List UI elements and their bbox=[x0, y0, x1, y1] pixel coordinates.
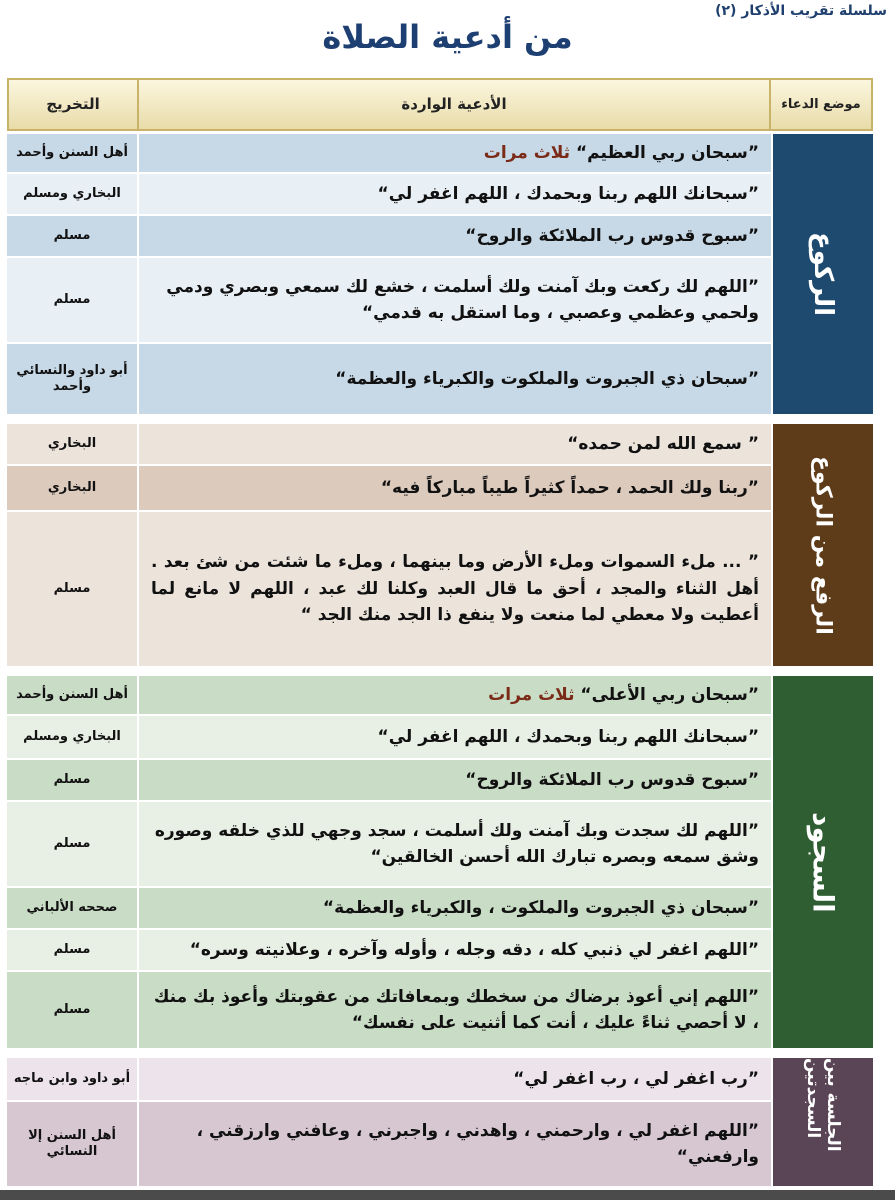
position-label: الرفع من الركوع bbox=[810, 455, 836, 635]
position-label-cell bbox=[773, 134, 873, 414]
reference-cell: أهل السنن وأحمد bbox=[7, 134, 137, 172]
supplication-cell: ” ... ملء السموات وملء الأرض وما بينهما ، وملء ما شئت من شئ بعد . أهل الثناء والمجد ، أحق ما قال العبد وكلنا لك عبد ، اللهم لا مانع لما أعطيت ولا معطي لما منعت ولا ينفع ذا الجد منك الجد “ bbox=[139, 512, 771, 666]
reference-cell: مسلم bbox=[7, 930, 137, 970]
table-row bbox=[7, 1058, 873, 1100]
supplication-text: ”سبحان ربي العظيم“ bbox=[576, 142, 759, 163]
reference-cell: أبو داود والنسائي وأحمد bbox=[7, 344, 137, 414]
reference-cell: مسلم bbox=[7, 972, 137, 1048]
supplication-cell: ”سبحانك اللهم ربنا وبحمدك ، اللهم اغفر لي“ bbox=[139, 716, 771, 758]
reference-cell: مسلم bbox=[7, 216, 137, 256]
table-row bbox=[7, 930, 873, 970]
table-row bbox=[7, 134, 873, 172]
supplication-cell bbox=[139, 676, 771, 714]
reference-cell: أبو داود وابن ماجه bbox=[7, 1058, 137, 1100]
table-row bbox=[7, 972, 873, 1048]
position-label-cell bbox=[773, 424, 873, 666]
column-header-supplications: الأدعية الواردة bbox=[139, 80, 771, 129]
table-row bbox=[7, 344, 873, 414]
reference-cell: مسلم bbox=[7, 258, 137, 342]
table-row bbox=[7, 216, 873, 256]
repeat-count: ثلاث مرات bbox=[488, 684, 575, 705]
supplication-cell: ”اللهم لك سجدت وبك آمنت ولك أسلمت ، سجد وجهي للذي خلقه وصوره وشق سمعه وبصره تبارك الله أحسن الخالقين“ bbox=[139, 802, 771, 886]
position-label-cell bbox=[773, 676, 873, 1048]
supplication-cell bbox=[139, 134, 771, 172]
table-row bbox=[7, 888, 873, 928]
column-header-position: موضع الدعاء bbox=[781, 97, 861, 112]
position-label: الجلسة بين السجدتين bbox=[803, 1058, 843, 1152]
reference-cell: البخاري bbox=[7, 424, 137, 464]
reference-cell: البخاري ومسلم bbox=[7, 174, 137, 214]
section-sitting-between-prostrations bbox=[7, 1058, 873, 1186]
supplication-cell: ”اللهم اغفر لي ذنبي كله ، دقه وجله ، وأوله وآخره ، وعلانيته وسره“ bbox=[139, 930, 771, 970]
supplication-cell: ”ربنا ولك الحمد ، حمداً كثيراً طيباً مباركاً فيه“ bbox=[139, 466, 771, 510]
supplication-cell: ”سبوح قدوس رب الملائكة والروح“ bbox=[139, 760, 771, 800]
supplication-cell: ”اللهم لك ركعت وبك آمنت ولك أسلمت ، خشع لك سمعي وبصري ودمي ولحمي وعظمي وعصبي ، وما استقل به قدمي“ bbox=[139, 258, 771, 342]
reference-cell: مسلم bbox=[7, 512, 137, 666]
table-row bbox=[7, 258, 873, 342]
section-rising-from-ruku bbox=[7, 424, 873, 666]
page-title: من أدعية الصلاة bbox=[322, 18, 573, 56]
table-row bbox=[7, 424, 873, 464]
supplication-cell: ”سبحان ذي الجبروت والملكوت ، والكبرياء والعظمة“ bbox=[139, 888, 771, 928]
reference-cell: صححه الألباني bbox=[7, 888, 137, 928]
repeat-count: ثلاث مرات bbox=[483, 142, 571, 163]
supplication-cell: ”رب اغفر لي ، رب اغفر لي“ bbox=[139, 1058, 771, 1100]
supplication-cell: ”سبحانك اللهم ربنا وبحمدك ، اللهم اغفر لي“ bbox=[139, 174, 771, 214]
table-row bbox=[7, 760, 873, 800]
supplication-cell: ”اللهم اغفر لي ، وارحمني ، واهدني ، واجبرني ، وعافني وارزقني ، وارفعني“ bbox=[139, 1102, 771, 1186]
table-row bbox=[7, 676, 873, 714]
table-row bbox=[7, 466, 873, 510]
reference-cell: مسلم bbox=[7, 760, 137, 800]
reference-cell: مسلم bbox=[7, 802, 137, 886]
supplication-cell: ”سبوح قدوس رب الملائكة والروح“ bbox=[139, 216, 771, 256]
table-row bbox=[7, 174, 873, 214]
supplication-cell: ”سبحان ذي الجبروت والملكوت والكبرياء والعظمة“ bbox=[139, 344, 771, 414]
supplication-cell: ” سمع الله لمن حمده“ bbox=[139, 424, 771, 464]
table-row bbox=[7, 512, 873, 666]
table-row bbox=[7, 802, 873, 886]
supplication-text: ”سبحان ربي الأعلى“ bbox=[580, 684, 759, 705]
section-ruku bbox=[7, 134, 873, 414]
reference-cell: أهل السنن وأحمد bbox=[7, 676, 137, 714]
table-row bbox=[7, 1102, 873, 1186]
position-label-cell bbox=[773, 1058, 873, 1186]
table-row bbox=[7, 716, 873, 758]
supplication-cell: ”اللهم إني أعوذ برضاك من سخطك وبمعافاتك من عقوبتك وأعوذ بك منك ، لا أحصي ثناءً عليك ، أنت كما أثنيت على نفسك“ bbox=[139, 972, 771, 1048]
section-sujud bbox=[7, 676, 873, 1048]
series-title: سلسلة تقريب الأذكار (٢) bbox=[715, 3, 887, 19]
reference-cell: البخاري ومسلم bbox=[7, 716, 137, 758]
bottom-bar bbox=[0, 1190, 895, 1200]
position-label: الركوع bbox=[808, 231, 838, 317]
reference-cell: أهل السنن إلا النسائي bbox=[7, 1102, 137, 1186]
position-label: السجود bbox=[806, 811, 840, 913]
column-header-reference: التخريج bbox=[9, 80, 139, 129]
table-header bbox=[7, 78, 873, 131]
reference-cell: البخاري bbox=[7, 466, 137, 510]
